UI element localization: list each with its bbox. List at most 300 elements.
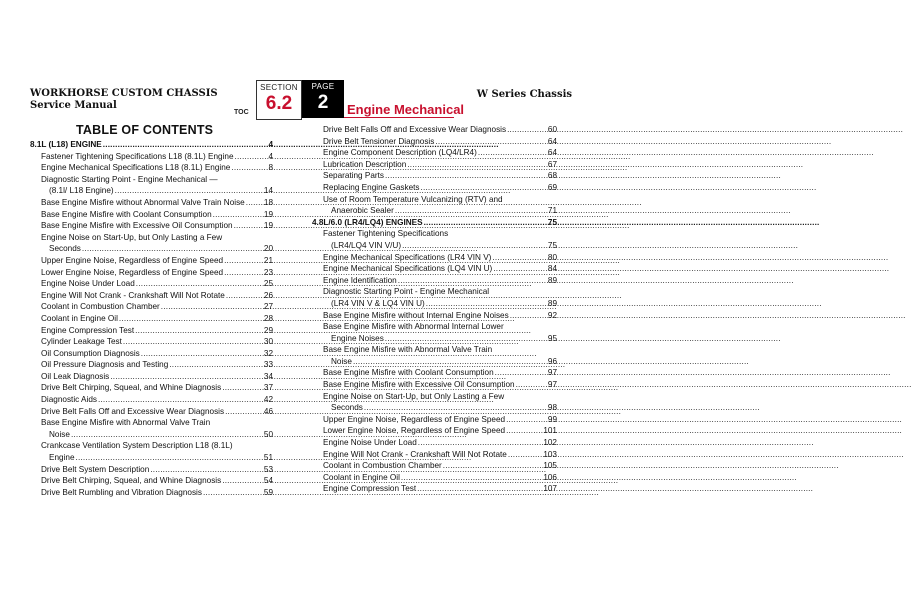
toc-page-number: 84 xyxy=(547,264,557,274)
toc-entry[interactable] xyxy=(312,147,557,159)
toc-entry-line xyxy=(312,333,557,345)
toc-entry-text: Coolant in Combustion Chamber xyxy=(323,461,442,471)
toc-page-number: 75 xyxy=(547,240,557,250)
toc-entry[interactable] xyxy=(30,220,273,232)
toc-entry[interactable] xyxy=(30,371,273,383)
toc-entry-text: Engine Noise Under Load xyxy=(323,438,417,448)
toc-entry[interactable] xyxy=(312,472,557,484)
toc-entry-text: Engine Noises xyxy=(331,333,384,343)
toc-entry-text: Engine Noise on Start-Up, but Only Lasting a Few xyxy=(323,391,505,401)
toc-right-column xyxy=(312,124,557,495)
toc-entry-text: Drive Belt System Description xyxy=(41,464,150,474)
dot-leader xyxy=(82,243,263,255)
toc-entry-text: (LR4 VIN V & LQ4 VIN U) xyxy=(331,298,425,308)
toc-page-number: 8 xyxy=(268,163,273,173)
toc-entry-line xyxy=(312,263,557,275)
toc-entry-line xyxy=(312,356,557,368)
toc-entry[interactable] xyxy=(30,174,273,197)
toc-entry-text: Anaerobic Sealer xyxy=(331,206,394,216)
toc-entry-line xyxy=(312,310,557,322)
dot-leader xyxy=(478,147,547,159)
toc-entry-text: Crankcase Ventilation System Description L18 (8.1L) xyxy=(41,441,233,451)
toc-page-number: 103 xyxy=(543,449,557,459)
toc-entry-text: Engine Identification xyxy=(323,275,397,285)
toc-page-number: 21 xyxy=(263,255,273,265)
toc-page-number: 28 xyxy=(263,313,273,323)
toc-entry-line xyxy=(312,205,557,217)
toc-entry-text: Base Engine Misfire with Abnormal Internal Lower xyxy=(323,322,504,332)
toc-entry[interactable] xyxy=(312,391,557,414)
toc-entry-text: Use of Room Temperature Vulcanizing (RTV) and xyxy=(323,194,503,204)
toc-entry-text: Diagnostic Aids xyxy=(41,395,97,405)
toc-page-number: 101 xyxy=(543,426,557,436)
dot-leader xyxy=(418,437,543,449)
toc-entry[interactable] xyxy=(30,394,273,406)
toc-entry-line xyxy=(30,406,273,418)
dot-leader xyxy=(506,425,542,437)
dot-leader xyxy=(110,371,263,383)
dot-leader xyxy=(385,170,547,182)
dot-leader xyxy=(103,139,268,151)
toc-entry[interactable] xyxy=(312,170,557,182)
toc-entry-line xyxy=(312,483,557,495)
toc-entry-line xyxy=(312,182,557,194)
toc-entry-line xyxy=(312,402,557,414)
toc-entry-text: Base Engine Misfire without Abnormal Valve Train Noise xyxy=(41,197,245,207)
dot-leader xyxy=(71,429,263,441)
toc-page-number: 27 xyxy=(263,302,273,312)
toc-page-number: 106 xyxy=(543,472,557,482)
toc-entry-line xyxy=(30,232,273,244)
toc-entry[interactable] xyxy=(312,425,557,437)
dot-leader xyxy=(493,263,547,275)
toc-page-number: 37 xyxy=(263,383,273,393)
page-box xyxy=(302,80,344,118)
toc-entry-line xyxy=(312,367,557,379)
dot-leader xyxy=(115,185,263,197)
dot-leader xyxy=(150,464,263,476)
toc-page-number: 96 xyxy=(547,356,557,366)
toc-entry-text: Engine Mechanical Specifications (LQ4 VIN U) xyxy=(323,264,493,274)
manual-name: WORKHORSE CUSTOM CHASSIS xyxy=(30,88,218,99)
toc-entry-text: Coolant in Combustion Chamber xyxy=(41,302,160,312)
dot-leader xyxy=(119,313,263,325)
toc-page-number: 25 xyxy=(263,279,273,289)
toc-entry-text: Engine xyxy=(49,453,75,463)
toc-entry-text: Base Engine Misfire with Abnormal Valve Train xyxy=(41,418,211,428)
toc-entry-text: 8.1L (L18) ENGINE xyxy=(30,140,102,149)
toc-entry[interactable] xyxy=(30,313,273,325)
page-label: PAGE xyxy=(311,82,335,91)
toc-page-number: 69 xyxy=(547,182,557,192)
toc-entry[interactable] xyxy=(30,267,273,279)
toc-entry[interactable] xyxy=(312,344,557,367)
toc-entry[interactable] xyxy=(312,460,557,472)
dot-leader xyxy=(353,356,547,368)
toc-entry[interactable] xyxy=(30,440,273,463)
dot-leader xyxy=(421,182,547,194)
toc-entry-line xyxy=(312,217,557,229)
dot-leader xyxy=(495,367,547,379)
toc-entry[interactable] xyxy=(312,159,557,171)
dot-leader xyxy=(402,240,547,252)
dot-leader xyxy=(385,333,547,345)
toc-entry-line xyxy=(30,243,273,255)
toc-page-number: 32 xyxy=(263,348,273,358)
manual-subtitle: Service Manual xyxy=(30,100,117,111)
toc-entry-text: Seconds xyxy=(49,244,81,254)
toc-entry-text: Seconds xyxy=(331,403,363,413)
toc-entry-line xyxy=(30,325,273,337)
toc-entry-line xyxy=(312,321,557,333)
dot-leader xyxy=(424,217,547,229)
dot-leader xyxy=(516,379,547,391)
toc-entry-line xyxy=(30,313,273,325)
toc-entry[interactable] xyxy=(30,487,273,499)
toc-entry[interactable] xyxy=(312,310,557,322)
toc-entry-text: Base Engine Misfire with Coolant Consumption xyxy=(323,368,494,378)
toc-entry-line xyxy=(312,344,557,356)
toc-page-number: 42 xyxy=(263,395,273,405)
dot-leader xyxy=(407,159,547,171)
dot-leader xyxy=(231,162,267,174)
toc-entry[interactable] xyxy=(30,232,273,255)
toc-entry[interactable] xyxy=(312,136,557,148)
toc-entry-line xyxy=(312,379,557,391)
dot-leader xyxy=(235,151,268,163)
toc-page-number: 54 xyxy=(263,476,273,486)
toc-entry[interactable] xyxy=(312,483,557,495)
toc-entry[interactable] xyxy=(30,209,273,221)
toc-entry-text: (8.1l/ L18 Engine) xyxy=(49,186,114,196)
dot-leader xyxy=(224,267,263,279)
toc-entry-line xyxy=(30,301,273,313)
toc-page-number: 60 xyxy=(547,125,557,134)
section-box xyxy=(256,80,302,120)
dot-leader xyxy=(510,310,547,322)
toc-entry-text: Engine Will Not Crank - Crankshaft Will Not Rotate xyxy=(41,290,225,300)
toc-page-number: 20 xyxy=(263,244,273,254)
toc-entry-text: Base Engine Misfire with Abnormal Valve Train xyxy=(323,345,493,355)
toc-entry[interactable] xyxy=(30,278,273,290)
toc-entry-line xyxy=(30,371,273,383)
toc-page-number: 18 xyxy=(263,197,273,207)
toc-entry-text: Drive Belt Chirping, Squeal, and Whine Diagnosis xyxy=(41,476,222,486)
toc-page-number: 95 xyxy=(547,333,557,343)
toc-page-number: 23 xyxy=(263,267,273,277)
toc-entry-line xyxy=(30,139,273,151)
title-underline xyxy=(344,117,454,118)
toc-page-number: 19 xyxy=(263,209,273,219)
toc-entry-text: Engine Mechanical Specifications (LR4 VIN V) xyxy=(323,252,492,262)
toc-entry-line xyxy=(30,452,273,464)
toc-entry[interactable] xyxy=(312,414,557,426)
toc-entry-line xyxy=(312,437,557,449)
toc-page-number: 107 xyxy=(543,484,557,494)
toc-entry-line xyxy=(312,147,557,159)
toc-entry-text: Drive Belt Rumbling and Vibration Diagnosis xyxy=(41,487,202,497)
toc-entry-line xyxy=(30,185,273,197)
toc-entry[interactable] xyxy=(30,255,273,267)
toc-entry-line xyxy=(30,290,273,302)
toc-entry[interactable] xyxy=(30,162,273,174)
dot-leader xyxy=(213,209,263,221)
dot-leader xyxy=(98,394,263,406)
dot-leader xyxy=(203,487,263,499)
toc-page-number: 64 xyxy=(547,136,557,146)
toc-page-number: 102 xyxy=(543,438,557,448)
dot-leader xyxy=(226,290,263,302)
toc-entry[interactable] xyxy=(312,321,557,344)
toc-entry-text: Lower Engine Noise, Regardless of Engine Speed xyxy=(323,426,506,436)
dot-leader xyxy=(222,475,263,487)
toc-page-number: 92 xyxy=(547,310,557,320)
toc-entry-line xyxy=(30,440,273,452)
toc-page-number: 14 xyxy=(263,186,273,196)
section-label: SECTION xyxy=(260,83,298,92)
toc-page-number: 53 xyxy=(263,464,273,474)
toc-entry-line xyxy=(30,382,273,394)
dot-leader xyxy=(169,359,263,371)
toc-entry[interactable] xyxy=(30,406,273,418)
toc-entry-text: Engine Compression Test xyxy=(41,325,135,335)
toc-entry-line xyxy=(30,336,273,348)
toc-entry-text: Base Engine Misfire with Excessive Oil Consumption xyxy=(323,380,515,390)
dot-leader xyxy=(76,452,263,464)
toc-entry[interactable] xyxy=(312,263,557,275)
dot-leader xyxy=(222,382,263,394)
toc-entry-text: Lubrication Description xyxy=(323,159,407,169)
toc-entry-line xyxy=(30,487,273,499)
toc-entry-line xyxy=(30,278,273,290)
toc-heading[interactable] xyxy=(312,217,557,229)
toc-entry-text: Coolant in Engine Oil xyxy=(41,313,118,323)
toc-entry-line xyxy=(30,348,273,360)
dot-leader xyxy=(246,197,263,209)
toc-entry-line xyxy=(30,209,273,221)
toc-entry-text: Lower Engine Noise, Regardless of Engine Speed xyxy=(41,267,224,277)
dot-leader xyxy=(401,472,542,484)
toc-entry[interactable] xyxy=(312,275,557,287)
toc-entry[interactable] xyxy=(30,325,273,337)
toc-entry-line xyxy=(30,174,273,186)
toc-entry-line xyxy=(312,170,557,182)
toc-entry-text: 4.8L/6.0 (LR4/LQ4) ENGINES xyxy=(312,217,423,227)
toc-page-number: 4 xyxy=(268,151,273,161)
toc-page-number: 97 xyxy=(547,380,557,390)
toc-entry-line xyxy=(312,449,557,461)
chassis-label: W Series Chassis xyxy=(476,89,572,100)
toc-page-number: 97 xyxy=(547,368,557,378)
toc-entry-line xyxy=(30,417,273,429)
toc-entry-line xyxy=(312,275,557,287)
toc-entry-text: Base Engine Misfire with Excessive Oil Consumption xyxy=(41,221,233,231)
toc-entry-line xyxy=(312,298,557,310)
toc-entry[interactable] xyxy=(312,286,557,309)
dot-leader xyxy=(508,449,543,461)
toc-entry-line xyxy=(312,159,557,171)
toc-entry-line xyxy=(30,151,273,163)
toc-page-number: 105 xyxy=(543,461,557,471)
dot-leader xyxy=(141,348,263,360)
toc-entry-line xyxy=(30,220,273,232)
toc-entry-line xyxy=(30,162,273,174)
toc-entry-line xyxy=(312,391,557,403)
toc-entry-text: (LR4/LQ4 VIN V/U) xyxy=(331,240,402,250)
toc-entry-text: Diagnostic Starting Point - Engine Mechanical — xyxy=(41,174,218,184)
toc-entry-text: Drive Belt Falls Off and Excessive Wear Diagnosis xyxy=(323,125,507,134)
dot-leader xyxy=(136,278,263,290)
dot-leader xyxy=(435,136,547,148)
toc-page-number: 68 xyxy=(547,171,557,181)
dot-leader xyxy=(225,406,263,418)
toc-entry-line xyxy=(312,252,557,264)
toc-entry[interactable] xyxy=(312,367,557,379)
toc-entry[interactable] xyxy=(312,194,557,217)
toc-entry[interactable] xyxy=(30,348,273,360)
toc-tag: TOC xyxy=(234,109,249,116)
toc-entry[interactable] xyxy=(30,417,273,440)
toc-page-number: 46 xyxy=(263,406,273,416)
toc-entry-line xyxy=(312,124,557,136)
toc-entry[interactable] xyxy=(312,437,557,449)
toc-page-number: 98 xyxy=(547,403,557,413)
toc-entry[interactable] xyxy=(30,382,273,394)
toc-page-number: 99 xyxy=(547,414,557,424)
dot-leader xyxy=(398,275,547,287)
toc-entry-line xyxy=(30,464,273,476)
toc-entry-text: Coolant in Engine Oil xyxy=(323,472,400,482)
toc-entry-text: Oil Leak Diagnosis xyxy=(41,371,110,381)
toc-page-number: 64 xyxy=(547,148,557,158)
page-number: 2 xyxy=(317,92,329,113)
toc-entry-text: Engine Component Description (LQ4/LR4) xyxy=(323,148,477,158)
toc-entry-line xyxy=(30,197,273,209)
toc-heading[interactable] xyxy=(30,139,273,151)
toc-entry[interactable] xyxy=(312,379,557,391)
toc-entry[interactable] xyxy=(312,228,557,251)
toc-entry-text: Engine Noise Under Load xyxy=(41,279,135,289)
toc-entry-text: Drive Belt Falls Off and Excessive Wear Diagnosis xyxy=(41,406,225,416)
toc-entry-text: Diagnostic Starting Point - Engine Mechanical xyxy=(323,287,490,297)
toc-page-number: 19 xyxy=(263,221,273,231)
toc-page-number: 30 xyxy=(263,337,273,347)
toc-entry-line xyxy=(30,429,273,441)
toc-entry-line xyxy=(30,255,273,267)
toc-entry-line xyxy=(30,359,273,371)
toc-entry-text: Engine Noise on Start-Up, but Only Lasting a Few xyxy=(41,232,223,242)
toc-entry-line xyxy=(312,425,557,437)
dot-leader xyxy=(417,483,542,495)
dot-leader xyxy=(364,402,547,414)
toc-page-number: 29 xyxy=(263,325,273,335)
toc-entry-line xyxy=(312,414,557,426)
toc-page-number: 67 xyxy=(547,159,557,169)
toc-page-number: 75 xyxy=(547,217,557,227)
toc-entry[interactable] xyxy=(30,464,273,476)
toc-entry-text: Engine Compression Test xyxy=(323,484,417,494)
toc-entry[interactable] xyxy=(312,124,557,136)
toc-entry[interactable] xyxy=(30,290,273,302)
toc-page-number: 59 xyxy=(263,487,273,497)
dot-leader xyxy=(234,220,263,232)
toc-entry-text: Upper Engine Noise, Regardless of Engine Speed xyxy=(323,414,506,424)
toc-entry-line xyxy=(312,240,557,252)
toc-entry-text: Noise xyxy=(49,429,70,439)
dot-leader xyxy=(507,124,547,136)
section-number: 6.2 xyxy=(265,93,293,114)
manual-header xyxy=(30,88,218,112)
toc-entry[interactable] xyxy=(30,475,273,487)
section-title: Engine Mechanical xyxy=(347,102,465,117)
toc-entry-line xyxy=(312,136,557,148)
toc-left-column xyxy=(30,139,273,498)
dot-leader xyxy=(161,301,263,313)
toc-entry[interactable] xyxy=(30,197,273,209)
dot-leader xyxy=(395,205,547,217)
toc-entry-text: Oil Consumption Diagnosis xyxy=(41,348,140,358)
toc-entry-text: Base Engine Misfire with Coolant Consumption xyxy=(41,209,212,219)
toc-entry-text: Fastener Tightening Specifications L18 (8.1L) Engine xyxy=(41,151,234,161)
toc-entry-text: Cylinder Leakage Test xyxy=(41,337,122,347)
toc-entry[interactable] xyxy=(312,182,557,194)
toc-entry[interactable] xyxy=(30,336,273,348)
toc-entry-text: Engine Mechanical Specifications L18 (8.1L) Engine xyxy=(41,163,231,173)
toc-entry-text: Upper Engine Noise, Regardless of Engine Speed xyxy=(41,255,224,265)
toc-page-number: 80 xyxy=(547,252,557,262)
toc-entry-text: Oil Pressure Diagnosis and Testing xyxy=(41,360,169,370)
toc-entry-text: Fastener Tightening Specifications xyxy=(323,229,449,239)
toc-entry-line xyxy=(312,194,557,206)
dot-leader xyxy=(123,336,263,348)
toc-page-number: 33 xyxy=(263,360,273,370)
toc-entry-line xyxy=(30,475,273,487)
dot-leader xyxy=(443,460,543,472)
toc-entry[interactable] xyxy=(312,252,557,264)
toc-entry[interactable] xyxy=(30,359,273,371)
dot-leader xyxy=(426,298,547,310)
toc-entry-line xyxy=(30,394,273,406)
toc-entry-text: Engine Will Not Crank - Crankshaft Will Not Rotate xyxy=(323,449,507,459)
toc-page-number: 51 xyxy=(263,453,273,463)
dot-leader xyxy=(492,252,547,264)
toc-page-number: 34 xyxy=(263,371,273,381)
toc-entry-line xyxy=(312,460,557,472)
dot-leader xyxy=(224,255,263,267)
toc-entry-text: Drive Belt Chirping, Squeal, and Whine Diagnosis xyxy=(41,383,222,393)
toc-entry[interactable] xyxy=(30,301,273,313)
dot-leader xyxy=(135,325,263,337)
toc-page-number: 4 xyxy=(268,140,273,149)
toc-entry-text: Replacing Engine Gaskets xyxy=(323,182,420,192)
toc-entry[interactable] xyxy=(312,449,557,461)
dot-leader xyxy=(506,414,547,426)
toc-page-number: 71 xyxy=(547,206,557,216)
toc-entry[interactable] xyxy=(30,151,273,163)
toc-page-number: 26 xyxy=(263,290,273,300)
toc-entry-line xyxy=(312,286,557,298)
toc-entry-text: Drive Belt Tensioner Diagnosis xyxy=(323,136,435,146)
toc-page-number: 89 xyxy=(547,275,557,285)
toc-entry-line xyxy=(312,228,557,240)
toc-title: TABLE OF CONTENTS xyxy=(76,123,214,137)
toc-entry-text: Noise xyxy=(331,356,352,366)
toc-page-number: 50 xyxy=(263,429,273,439)
toc-entry-text: Separating Parts xyxy=(323,171,384,181)
toc-page-number: 89 xyxy=(547,298,557,308)
toc-entry-line xyxy=(30,267,273,279)
toc-entry-line xyxy=(312,472,557,484)
